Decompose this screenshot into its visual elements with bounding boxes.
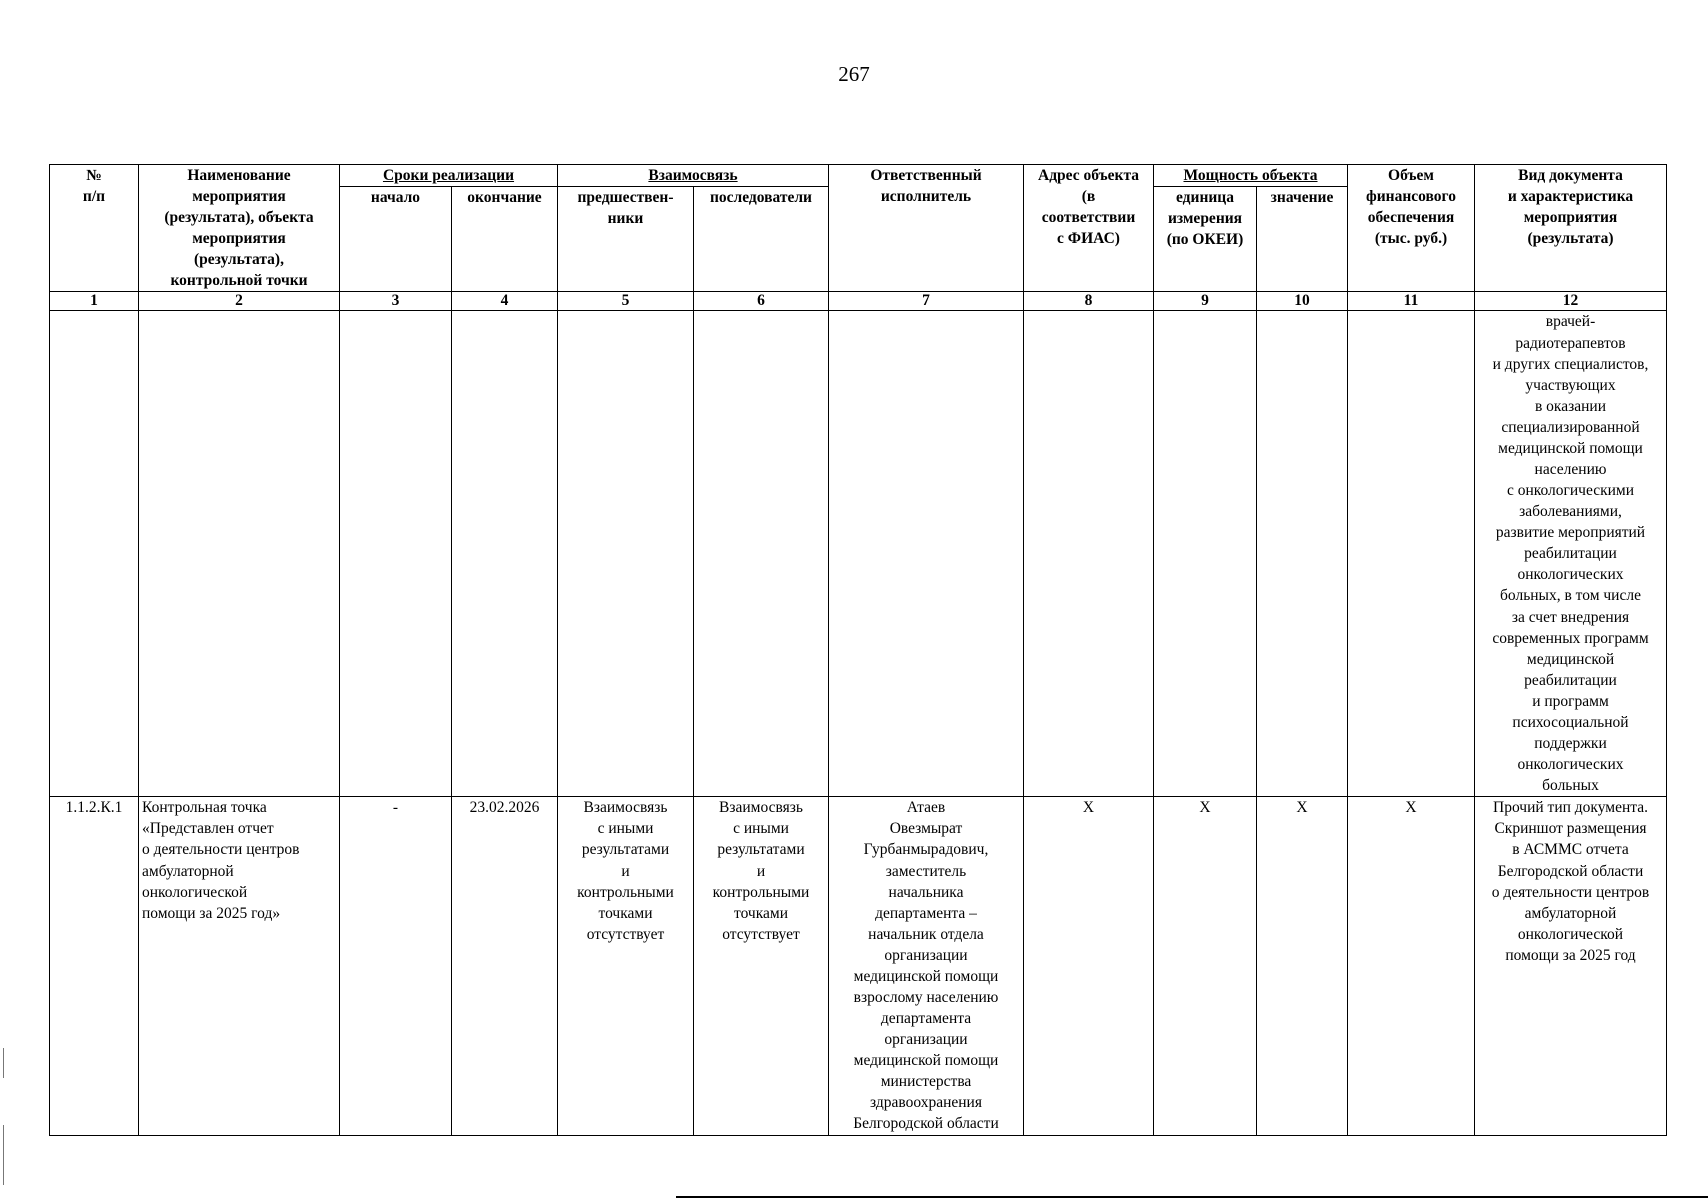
empty-cell bbox=[694, 311, 829, 797]
header-address: Адрес объекта (в соответствии с ФИАС) bbox=[1024, 165, 1154, 292]
empty-cell bbox=[50, 311, 139, 797]
empty-cell bbox=[340, 311, 452, 797]
column-number: 7 bbox=[829, 292, 1024, 311]
header-row-top bbox=[50, 165, 1667, 187]
column-number: 11 bbox=[1348, 292, 1475, 311]
column-number: 6 bbox=[694, 292, 829, 311]
column-number: 4 bbox=[452, 292, 558, 311]
doc-characteristic-continued: врачей- радиотерапевтов и других специалистов, участвующих в оказании специализированной медицинской помощи населению с онкологическими заболеваниями, развитие мероприятий реабилитации онкологических больных, в том числе за счет внедрения современных программ медицинской реабилитации и программ психосоциальной поддержки онкологических больных bbox=[1475, 311, 1667, 797]
empty-cell bbox=[1024, 311, 1154, 797]
checkpoint-name: Контрольная точка «Представлен отчет о деятельности центров амбулаторной онкологической помощи за 2025 год» bbox=[139, 797, 340, 1135]
column-number: 3 bbox=[340, 292, 452, 311]
table-row-continuation bbox=[50, 311, 1667, 797]
empty-cell bbox=[452, 311, 558, 797]
checkpoint-responsible: Атаев Овезмырат Гурбанмырадович, заместитель начальника департамента – начальник отдела организации медицинской помощи взрослому населению департамента организации медицинской помощи министерства здравоохранения Белгородской области bbox=[829, 797, 1024, 1135]
empty-cell bbox=[558, 311, 694, 797]
header-number: № п/п bbox=[50, 165, 139, 292]
checkpoint-funding: Х bbox=[1348, 797, 1475, 1135]
column-number: 10 bbox=[1257, 292, 1348, 311]
checkpoint-value: Х bbox=[1257, 797, 1348, 1135]
header-links-group: Взаимосвязь bbox=[558, 165, 829, 187]
implementation-plan-table bbox=[49, 164, 1667, 1136]
column-number: 9 bbox=[1154, 292, 1257, 311]
column-number: 2 bbox=[139, 292, 340, 311]
column-numbers-row bbox=[50, 292, 1667, 311]
header-name: Наименование мероприятия (результата), объекта мероприятия (результата), контрольной точки bbox=[139, 165, 340, 292]
scan-edge-line-bottom bbox=[676, 1196, 1708, 1198]
checkpoint-successors: Взаимосвязь с иными результатами и контрольными точками отсутствует bbox=[694, 797, 829, 1135]
header-funding: Объем финансового обеспечения (тыс. руб.) bbox=[1348, 165, 1475, 292]
scan-edge-mark-left bbox=[3, 1048, 4, 1078]
scan-edge-mark-left-lower bbox=[3, 1125, 4, 1185]
header-capacity-group: Мощность объекта bbox=[1154, 165, 1348, 187]
header-responsible: Ответственный исполнитель bbox=[829, 165, 1024, 292]
checkpoint-number: 1.1.2.К.1 bbox=[50, 797, 139, 1135]
empty-cell bbox=[1348, 311, 1475, 797]
header-value: значение bbox=[1257, 187, 1348, 292]
empty-cell bbox=[1257, 311, 1348, 797]
column-number: 12 bbox=[1475, 292, 1667, 311]
checkpoint-unit: Х bbox=[1154, 797, 1257, 1135]
header-doc-type: Вид документа и характеристика мероприятия (результата) bbox=[1475, 165, 1667, 292]
header-successors: последователи bbox=[694, 187, 829, 292]
empty-cell bbox=[1154, 311, 1257, 797]
page-number: 267 bbox=[838, 62, 870, 86]
checkpoint-end: 23.02.2026 bbox=[452, 797, 558, 1135]
empty-cell bbox=[829, 311, 1024, 797]
checkpoint-doc-type: Прочий тип документа. Скриншот размещения в АСММС отчета Белгородской области о деятельности центров амбулаторной онкологической помощи за 2025 год bbox=[1475, 797, 1667, 1135]
table-row-checkpoint bbox=[50, 797, 1667, 1135]
checkpoint-address: Х bbox=[1024, 797, 1154, 1135]
header-end: окончание bbox=[452, 187, 558, 292]
column-number: 5 bbox=[558, 292, 694, 311]
empty-cell bbox=[139, 311, 340, 797]
header-terms-group: Сроки реализации bbox=[340, 165, 558, 187]
header-unit: единица измерения (по ОКЕИ) bbox=[1154, 187, 1257, 292]
column-number: 1 bbox=[50, 292, 139, 311]
header-predecessors: предшествен- ники bbox=[558, 187, 694, 292]
column-number: 8 bbox=[1024, 292, 1154, 311]
checkpoint-start: - bbox=[340, 797, 452, 1135]
checkpoint-predecessors: Взаимосвязь с иными результатами и контрольными точками отсутствует bbox=[558, 797, 694, 1135]
header-start: начало bbox=[340, 187, 452, 292]
